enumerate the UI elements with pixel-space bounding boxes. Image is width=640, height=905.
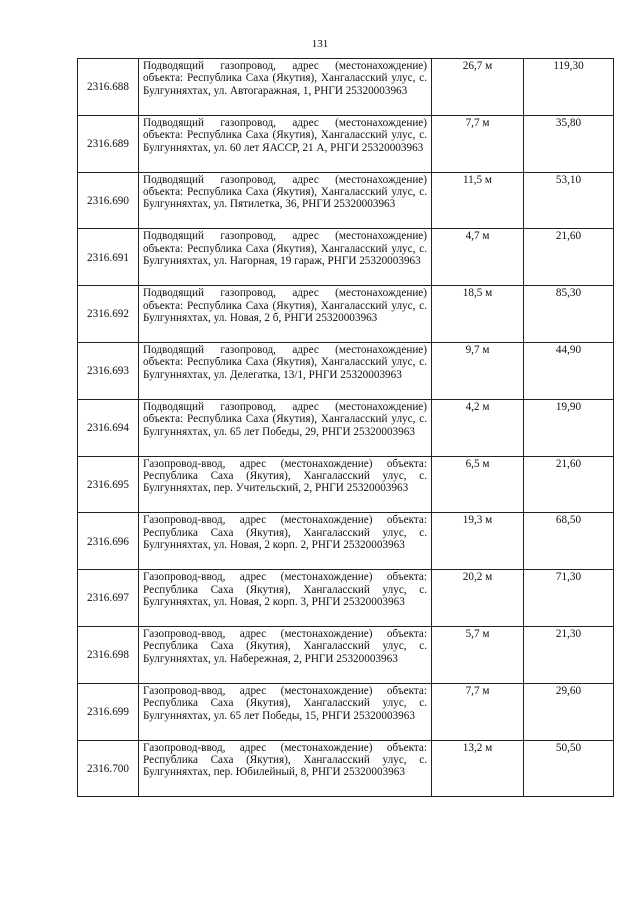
row-number-cell: 2316.692 (78, 286, 139, 343)
row-number-cell: 2316.698 (78, 626, 139, 683)
row-description-cell: Газопровод-ввод, адрес (местонахождение) объекта: Республика Саха (Якутия), Хангаласский улус, с. Булгунняхтах, пер. Учительский, 2, РНГИ 25320003963 (139, 456, 432, 513)
row-value-cell: 29,60 (524, 683, 614, 740)
row-length-cell: 26,7 м (432, 59, 524, 116)
property-registry-table (77, 58, 614, 797)
row-description-cell: Подводящий газопровод, адрес (местонахождение) объекта: Республика Саха (Якутия), Хангаласский улус, с. Булгунняхтах, ул. Делегатка, 13/1, РНГИ 25320003963 (139, 342, 432, 399)
row-number-cell: 2316.695 (78, 456, 139, 513)
row-value-cell: 68,50 (524, 513, 614, 570)
row-value-cell: 21,30 (524, 626, 614, 683)
row-length-cell: 9,7 м (432, 342, 524, 399)
row-value-cell: 21,60 (524, 456, 614, 513)
row-description-cell: Подводящий газопровод, адрес (местонахождение) объекта: Республика Саха (Якутия), Хангаласский улус, с. Булгунняхтах, ул. 65 лет Победы, 29, РНГИ 25320003963 (139, 399, 432, 456)
row-description-cell: Подводящий газопровод, адрес (местонахождение) объекта: Республика Саха (Якутия), Хангаласский улус, с. Булгунняхтах, ул. Пятилетка, 36, РНГИ 25320003963 (139, 172, 432, 229)
row-description-cell: Газопровод-ввод, адрес (местонахождение) объекта: Республика Саха (Якутия), Хангаласский улус, с. Булгунняхтах, пер. Юбилейный, 8, РНГИ 25320003963 (139, 740, 432, 797)
row-number-cell: 2316.696 (78, 513, 139, 570)
row-number-cell: 2316.694 (78, 399, 139, 456)
row-number-cell: 2316.699 (78, 683, 139, 740)
table-row (78, 683, 614, 740)
row-number-cell: 2316.693 (78, 342, 139, 399)
row-description-cell: Газопровод-ввод, адрес (местонахождение) объекта: Республика Саха (Якутия), Хангаласский улус, с. Булгунняхтах, ул. Набережная, 2, РНГИ 25320003963 (139, 626, 432, 683)
row-length-cell: 19,3 м (432, 513, 524, 570)
row-value-cell: 71,30 (524, 570, 614, 627)
table-row (78, 513, 614, 570)
row-length-cell: 11,5 м (432, 172, 524, 229)
row-number-cell: 2316.689 (78, 115, 139, 172)
row-value-cell: 50,50 (524, 740, 614, 797)
row-length-cell: 20,2 м (432, 570, 524, 627)
row-description-cell: Газопровод-ввод, адрес (местонахождение) объекта: Республика Саха (Якутия), Хангаласский улус, с. Булгунняхтах, ул. Новая, 2 корп. 2, РНГИ 25320003963 (139, 513, 432, 570)
row-description-cell: Газопровод-ввод, адрес (местонахождение) объекта: Республика Саха (Якутия), Хангаласский улус, с. Булгунняхтах, ул. 65 лет Победы, 15, РНГИ 25320003963 (139, 683, 432, 740)
row-length-cell: 7,7 м (432, 683, 524, 740)
row-value-cell: 44,90 (524, 342, 614, 399)
row-value-cell: 53,10 (524, 172, 614, 229)
row-description-cell: Подводящий газопровод, адрес (местонахождение) объекта: Республика Саха (Якутия), Хангаласский улус, с. Булгунняхтах, ул. Нагорная, 19 гараж, РНГИ 25320003963 (139, 229, 432, 286)
row-value-cell: 19,90 (524, 399, 614, 456)
table-row (78, 172, 614, 229)
row-length-cell: 18,5 м (432, 286, 524, 343)
row-length-cell: 4,2 м (432, 399, 524, 456)
row-description-cell: Подводящий газопровод, адрес (местонахождение) объекта: Республика Саха (Якутия), Хангаласский улус, с. Булгунняхтах, ул. Новая, 2 б, РНГИ 25320003963 (139, 286, 432, 343)
row-value-cell: 85,30 (524, 286, 614, 343)
table-row (78, 286, 614, 343)
row-description-cell: Подводящий газопровод, адрес (местонахождение) объекта: Республика Саха (Якутия), Хангаласский улус, с. Булгунняхтах, ул. Автогаражная, 1, РНГИ 25320003963 (139, 59, 432, 116)
table-row (78, 399, 614, 456)
row-value-cell: 35,80 (524, 115, 614, 172)
row-number-cell: 2316.690 (78, 172, 139, 229)
table-row (78, 229, 614, 286)
row-length-cell: 5,7 м (432, 626, 524, 683)
row-length-cell: 4,7 м (432, 229, 524, 286)
table-row (78, 456, 614, 513)
row-length-cell: 13,2 м (432, 740, 524, 797)
registry-table-body (78, 59, 614, 797)
table-row (78, 626, 614, 683)
table-row (78, 342, 614, 399)
row-number-cell: 2316.697 (78, 570, 139, 627)
row-length-cell: 7,7 м (432, 115, 524, 172)
row-description-cell: Газопровод-ввод, адрес (местонахождение) объекта: Республика Саха (Якутия), Хангаласский улус, с. Булгунняхтах, ул. Новая, 2 корп. 3, РНГИ 25320003963 (139, 570, 432, 627)
row-value-cell: 21,60 (524, 229, 614, 286)
row-length-cell: 6,5 м (432, 456, 524, 513)
row-number-cell: 2316.700 (78, 740, 139, 797)
row-number-cell: 2316.691 (78, 229, 139, 286)
row-description-cell: Подводящий газопровод, адрес (местонахождение) объекта: Республика Саха (Якутия), Хангаласский улус, с. Булгунняхтах, ул. 60 лет ЯАССР, 21 А, РНГИ 25320003963 (139, 115, 432, 172)
table-row (78, 59, 614, 116)
table-row (78, 740, 614, 797)
table-row (78, 115, 614, 172)
row-number-cell: 2316.688 (78, 59, 139, 116)
table-row (78, 570, 614, 627)
page-number: 131 (311, 38, 329, 50)
row-value-cell: 119,30 (524, 59, 614, 116)
